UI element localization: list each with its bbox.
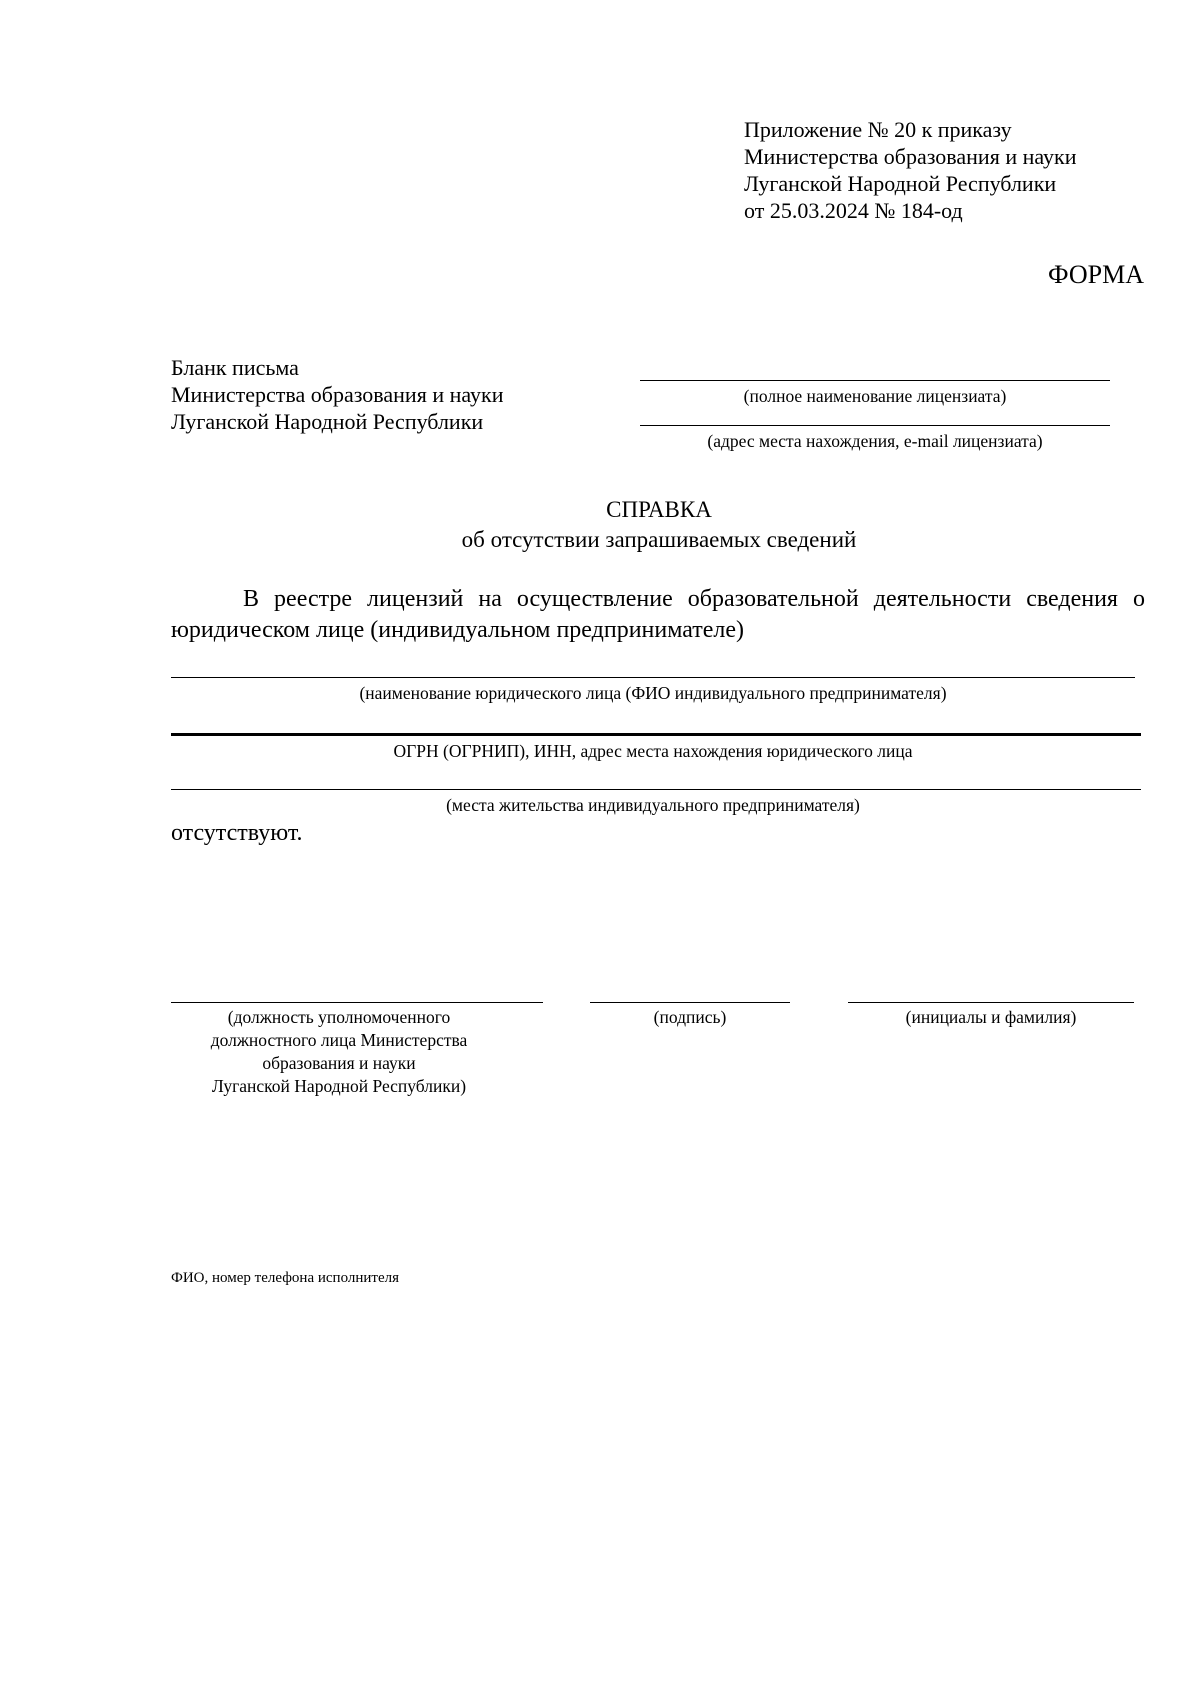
appendix-line-4: от 25.03.2024 № 184-од — [744, 198, 963, 223]
position-caption-line-1: (должность уполномоченного — [227, 1007, 451, 1027]
residence-caption: (места жительства индивидуального предпринимателя) — [446, 795, 860, 815]
body-paragraph: В реестре лицензий на осуществление образовательной деятельности сведения о юридическом лице (индивидуальном предпринимателе) — [171, 586, 1145, 643]
licensee-address-caption: (адрес места нахождения, e-mail лицензиата) — [707, 431, 1043, 451]
initials-caption — [848, 1006, 1134, 1029]
appendix-line-2: Министерства образования и науки — [744, 144, 1077, 169]
position-caption-line-3: образования и науки — [262, 1053, 416, 1073]
initials-caption-text: (инициалы и фамилия) — [905, 1007, 1077, 1027]
letterhead-block — [171, 354, 503, 435]
initials-line — [848, 1002, 1134, 1003]
appendix-line-1: Приложение № 20 к приказу — [744, 117, 1012, 142]
entity-name-line — [171, 677, 1135, 678]
ogrn-line — [171, 733, 1141, 736]
document-title: СПРАВКА — [606, 497, 712, 522]
licensee-name-line — [640, 380, 1110, 381]
document-subtitle: об отсутствии запрашиваемых сведений — [461, 527, 857, 552]
absent-text: отсутствуют. — [171, 820, 303, 846]
form-label: ФОРМА — [1048, 260, 1144, 289]
letterhead-line-2: Министерства образования и науки — [171, 382, 504, 407]
entity-name-caption: (наименование юридического лица (ФИО индивидуального предпринимателя) — [359, 683, 947, 703]
residence-line — [171, 789, 1141, 790]
signature-caption — [590, 1006, 790, 1029]
letterhead-line-3: Луганской Народной Республики — [171, 409, 484, 434]
position-caption-line-4: Луганской Народной Республики) — [211, 1076, 467, 1096]
signature-line — [590, 1002, 790, 1003]
executor-info: ФИО, номер телефона исполнителя — [171, 1270, 400, 1286]
licensee-address-line — [640, 425, 1110, 426]
position-caption — [171, 1006, 507, 1098]
position-caption-line-2: должностного лица Министерства — [210, 1030, 468, 1050]
appendix-line-3: Луганской Народной Республики — [744, 171, 1057, 196]
licensee-name-caption: (полное наименование лицензиата) — [743, 386, 1007, 406]
ogrn-caption: ОГРН (ОГРНИП), ИНН, адрес места нахождения юридического лица — [393, 741, 913, 761]
position-line — [171, 1002, 543, 1003]
signature-caption-text: (подпись) — [653, 1007, 727, 1027]
appendix-block — [744, 116, 1076, 224]
letterhead-line-1: Бланк письма — [171, 355, 299, 380]
